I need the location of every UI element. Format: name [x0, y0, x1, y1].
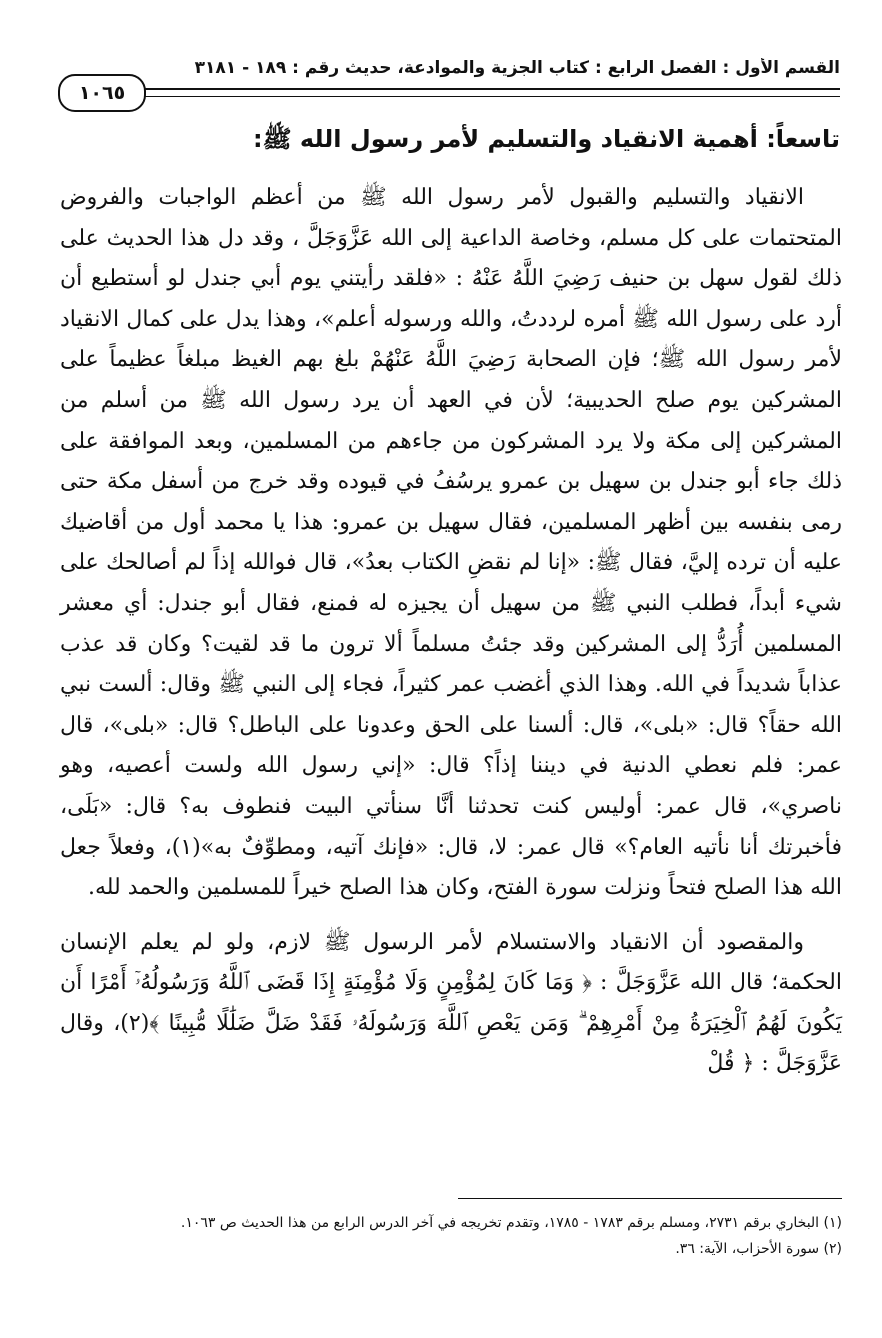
body-paragraph: الانقياد والتسليم والقبول لأمر رسول الله ﷺ من أعظم الواجبات والفروض المتحتمات على كل مسلم، وخاصة الداعية إلى الله عَزَّوَجَلَّ ، وقد دل هذا الحديث على ذلك لقول سهل بن حنيف رَضِيَ اللَّهُ عَنْهُ : «فلقد رأيتني يوم أبي جندل لو أستطيع أن أرد على رسول الله ﷺ أمره لرددتُ، والله ورسوله أعلم»، وهذا يدل على كمال الانقياد لأمر رسول الله ﷺ؛ فإن الصحابة رَضِيَ اللَّهُ عَنْهُمْ بلغ بهم الغيظ مبلغاً عظيماً على المشركين يوم صلح الحديبية؛ لأن في العهد أن يرد رسول الله ﷺ من أسلم من المشركين إلى مكة ولا يرد المشركون من جاءهم من المسلمين، وبعد الموافقة على ذلك جاء أبو جندل بن سهيل بن عمرو يرسُفُ في قيوده وقد خرج من أسفل مكة حتى رمى بنفسه بين أظهر المسلمين، فقال سهيل بن عمرو: هذا يا محمد أول من أقاضيك عليه أن ترده إليَّ، فقال ﷺ: «إنا لم نقضِ الكتاب بعدُ»، قال فوالله إذاً لم أصالحك على شيء أبداً، فطلب النبي ﷺ من سهيل أن يجيزه له فمنع، فقال أبو جندل: أي معشر المسلمين أُرَدُّ إلى المشركين وقد جئتُ مسلماً ألا ترون ما قد لقيت؟ وكان قد عذب عذاباً شديداً في الله. وهذا الذي أغضب عمر كثيراً، فجاء إلى النبي ﷺ وقال: ألست نبي الله حقاً؟ قال: «بلى»، قال: ألسنا على الحق وعدونا على الباطل؟ قال: «بلى»، قال عمر: فلم نعطي الدنية في ديننا إذاً؟ قال: «إني رسول الله ولست أعصيه، وهو ناصري»، قال عمر: أوليس كنت تحدثنا أنَّا سنأتي البيت فنطوف به؟ قال: «بَلَى، فأخبرتك أنا نأتيه العام؟» قال عمر: لا، قال: «فإنك آتيه، ومطوِّفٌ به»(١)، وفعلاً جعل الله هذا الصلح فتحاً ونزلت سورة الفتح، وكان هذا الصلح خيراً للمسلمين والحمد لله.	[60, 185, 843, 901]
running-header: القسم الأول : الفصل الرابع : كتاب الجزية والموادعة، حديث رقم : ١٨٩ - ٣١٨١	[194, 58, 840, 78]
header-rule	[142, 88, 840, 97]
footnotes	[60, 1210, 842, 1262]
section-heading: تاسعاً: أهمية الانقياد والتسليم لأمر رسول الله ﷺ:	[252, 125, 840, 153]
footnote-separator	[458, 1198, 842, 1199]
body-paragraph: والمقصود أن الانقياد والاستسلام لأمر الرسول ﷺ لازم، ولو لم يعلم الإنسان الحكمة؛ قال الله عَزَّوَجَلَّ : ﴿ وَمَا كَانَ لِمُؤْمِنٍ وَلَا مُؤْمِنَةٍ إِذَا قَضَى ٱللَّهُ وَرَسُولُهُۥٓ أَمْرًا أَن يَكُونَ لَهُمُ ٱلْخِيَرَةُ مِنْ أَمْرِهِمْ ۗ وَمَن يَعْصِ ٱللَّهَ وَرَسُولَهُۥ فَقَدْ ضَلَّ ضَلَٰلًا مُّبِينًا ﴾(٢)، وقال عَزَّوَجَلَّ : ﴿ قُلْ	[60, 929, 843, 1077]
footnote-1: (١) البخاري برقم ٢٧٣١، ومسلم برقم ١٧٨٣ - ١٧٨٥، وتقدم تخريجه في آخر الدرس الرابع من هذا الحديث ص ١٠٦٣.	[180, 1215, 842, 1231]
footnote-2: (٢) سورة الأحزاب، الآية: ٣٦.	[675, 1241, 842, 1257]
body-text	[60, 178, 842, 1085]
page-number: ١٠٦٥	[58, 74, 146, 112]
